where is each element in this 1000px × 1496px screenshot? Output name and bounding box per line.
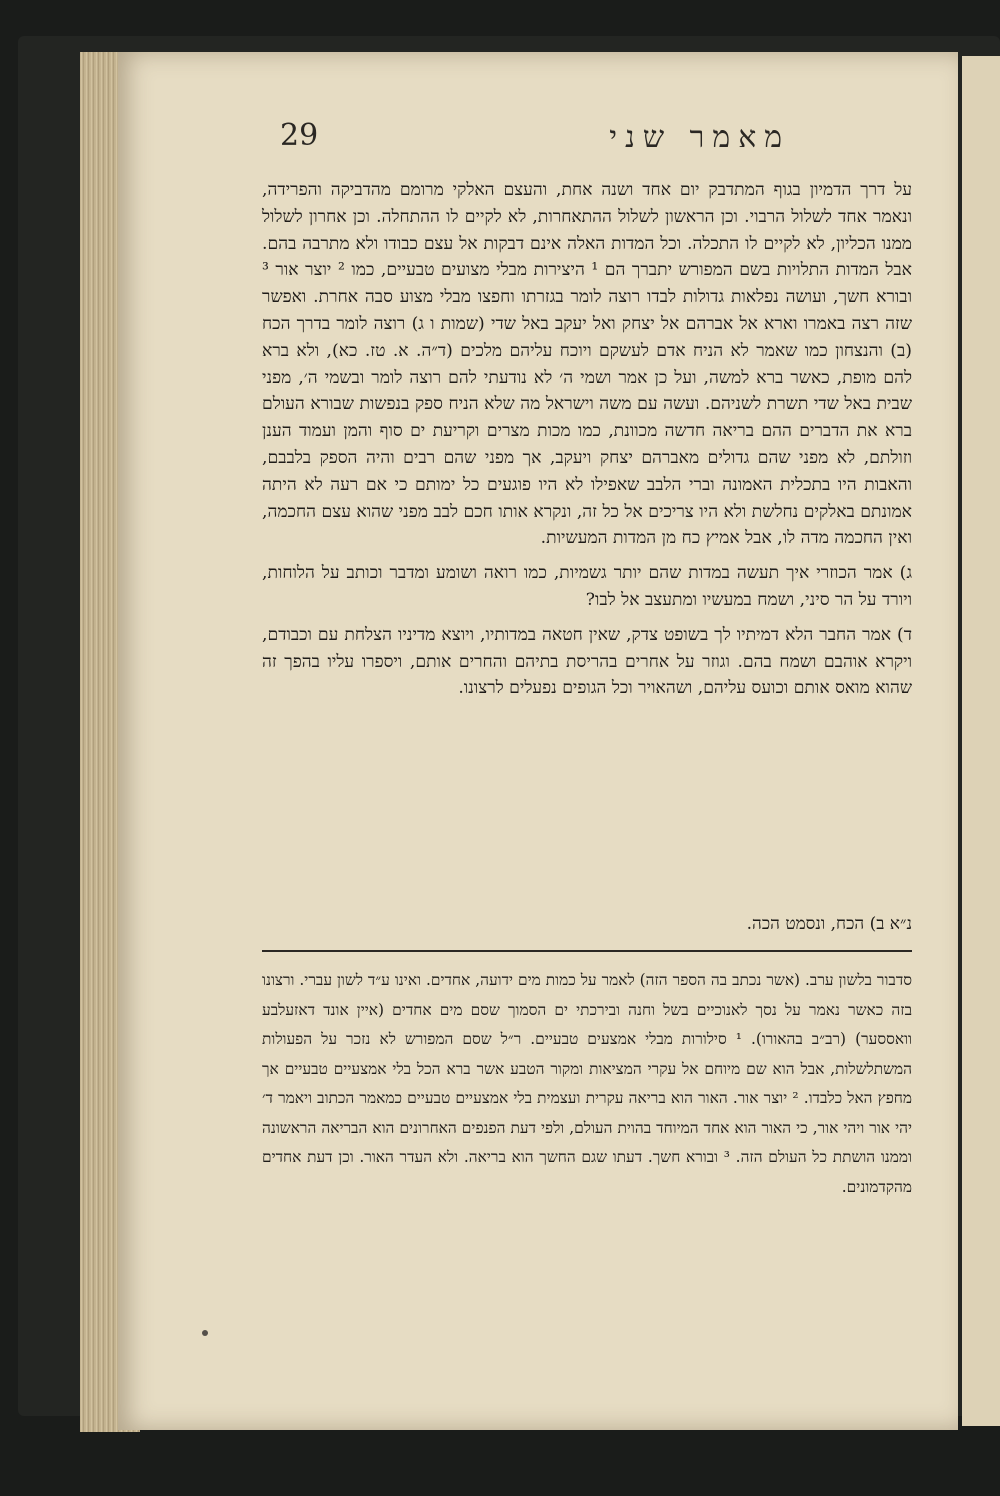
footnote-text: סדבור בלשון ערב. (אשר נכתב בה הספר הזה) לאמר על כמות מים ידועה, אחדים. ואינו ע״ד לשון עברי. ורצונו בזה כאשר נאמר על נסך לאנוכיים בשל וחנה ובירכתי ים הסמוך שסם מים אחדים (איין אונד דאזעלבע וואססער) (רב״ב בהאורו). ¹ סילורות מבלי אמצעים טבעיים. ר״ל שסם המפורש לא נזכר על הפעולות המשתלשלות, אבל הוא שם מיוחם אל עקרי המציאות ומקור הטבע אשר ברא הכל בלי אמצעיים טבעיים אך מחפץ האל כלבדו. ² יוצר אור. האור הוא בריאה עקרית ועצמית בלי אמצעיים טבעיים כמאמר הכתוב ויאמר ד׳ יהי אור ויהי אור, כי האור הוא אחד המיוחד בהוית העולם, ולפי דעת הפנפים האחרונים הוא הבריאה הראשונה וממנו הושתת כל העולם הזה. ³ ובורא חשך. דעתו שגם החשך הוא בריאה. ולא העדר האור. וכן דעת אחדים מהקדמונים. xyxy=(262,971,913,1196)
ink-speck xyxy=(202,1330,208,1336)
page-number: 29 xyxy=(280,118,319,153)
footnotes xyxy=(262,966,912,1202)
page-header xyxy=(150,118,910,168)
variant-reading: נ״א ב) הכח, ונסמט הכה. xyxy=(746,914,912,934)
paragraph: על דרך הדמיון בגוף המתדבק יום אחד ושנה אחת, והעצם האלקי מרומם מהדביקה והפרידה, ונאמר אחד לשלול הרבוי. וכן הראשון לשלול ההתאחרות, לא לקיים לו ההתחלה. וכן אחרון לשלול ממנו הכליון, לא לקיים לו התכלה. וכל המדות האלה אינם דבקות אל עצם כבודו ולא מתרבה בהם. אבל המדות התלויות בשם המפורש יתברך הם ¹ היצירות מבלי מצועים טבעיים, כמו ² יוצר אור ³ ובורא חשך, ועושה נפלאות גדולות לבדו רוצה לומר בגזרתו וחפצו מבלי מצוע סבה אחרת. ואפשר שזה רצה באמרו וארא אל אברהם אל יצחק ואל יעקב באל שדי (שמות ו ג) רוצה לומר בדרך הכח (ב) והנצחון כמו שאמר לא הניח אדם לעשקם ויוכח עליהם מלכים (ד״ה. א. טז. כא), ולא ברא להם מופת, כאשר ברא למשה, ועל כן אמר ושמי ה׳ לא נודעתי להם רוצה לומר ובשמי ה׳, מפני שבית באל שדי תשרת לשניהם. ועשה עם משה וישראל מה שלא הניח ספק בנפשות שבורא העולם ברא את הדברים ההם בריאה חדשה מכוונת, כמו מכות מצרים וקריעת ים סוף והמן ועמוד הענן וזולתם, לא מפני שהם גדולים מאברהם יצחק ויעקב, אך מפני שהם רבים והיה הספק בלבבם, והאבות היו בתכלית האמונה וברי הלבב שאפילו לא היו פוגעים כל ימותם כי אם רעה לא היתה אמונתם באלקים נחלשת ולא היו צריכים אל כל זה, ונקרא אותו חכם לבב מפני שהוא עצם החכמה, ואין החכמה מדה לו, אבל אמיץ כח מן המדות המעשיות. xyxy=(262,180,912,549)
paragraph: ד) אמר החבר הלא דמיתיו לך בשופט צדק, שאין חטאה במדותיו, ויוצא מדיניו הצלחת עם וכבודם, ויקרא אוהבם ושמח בהם. וגוזר על אחרים בהריסת בתיהם והחרים אותם, ויספרו עליו בהפך זה שהוא מואס אותם וכועס עליהם, ושהאויר וכל הגופים נפעלים לרצונו. xyxy=(262,624,912,699)
facing-page-edge xyxy=(962,56,1000,1426)
running-head: מאמר שני xyxy=(609,120,790,155)
footnote-divider xyxy=(262,950,912,952)
main-text xyxy=(262,177,912,702)
paragraph: ג) אמר הכוזרי איך תעשה במדות שהם יותר גשמיות, כמו רואה ושומע ומדבר וכותב על הלוחות, ויורד על הר סיני, ושמח במעשיו ומתעצב אל לבו? xyxy=(262,563,912,610)
